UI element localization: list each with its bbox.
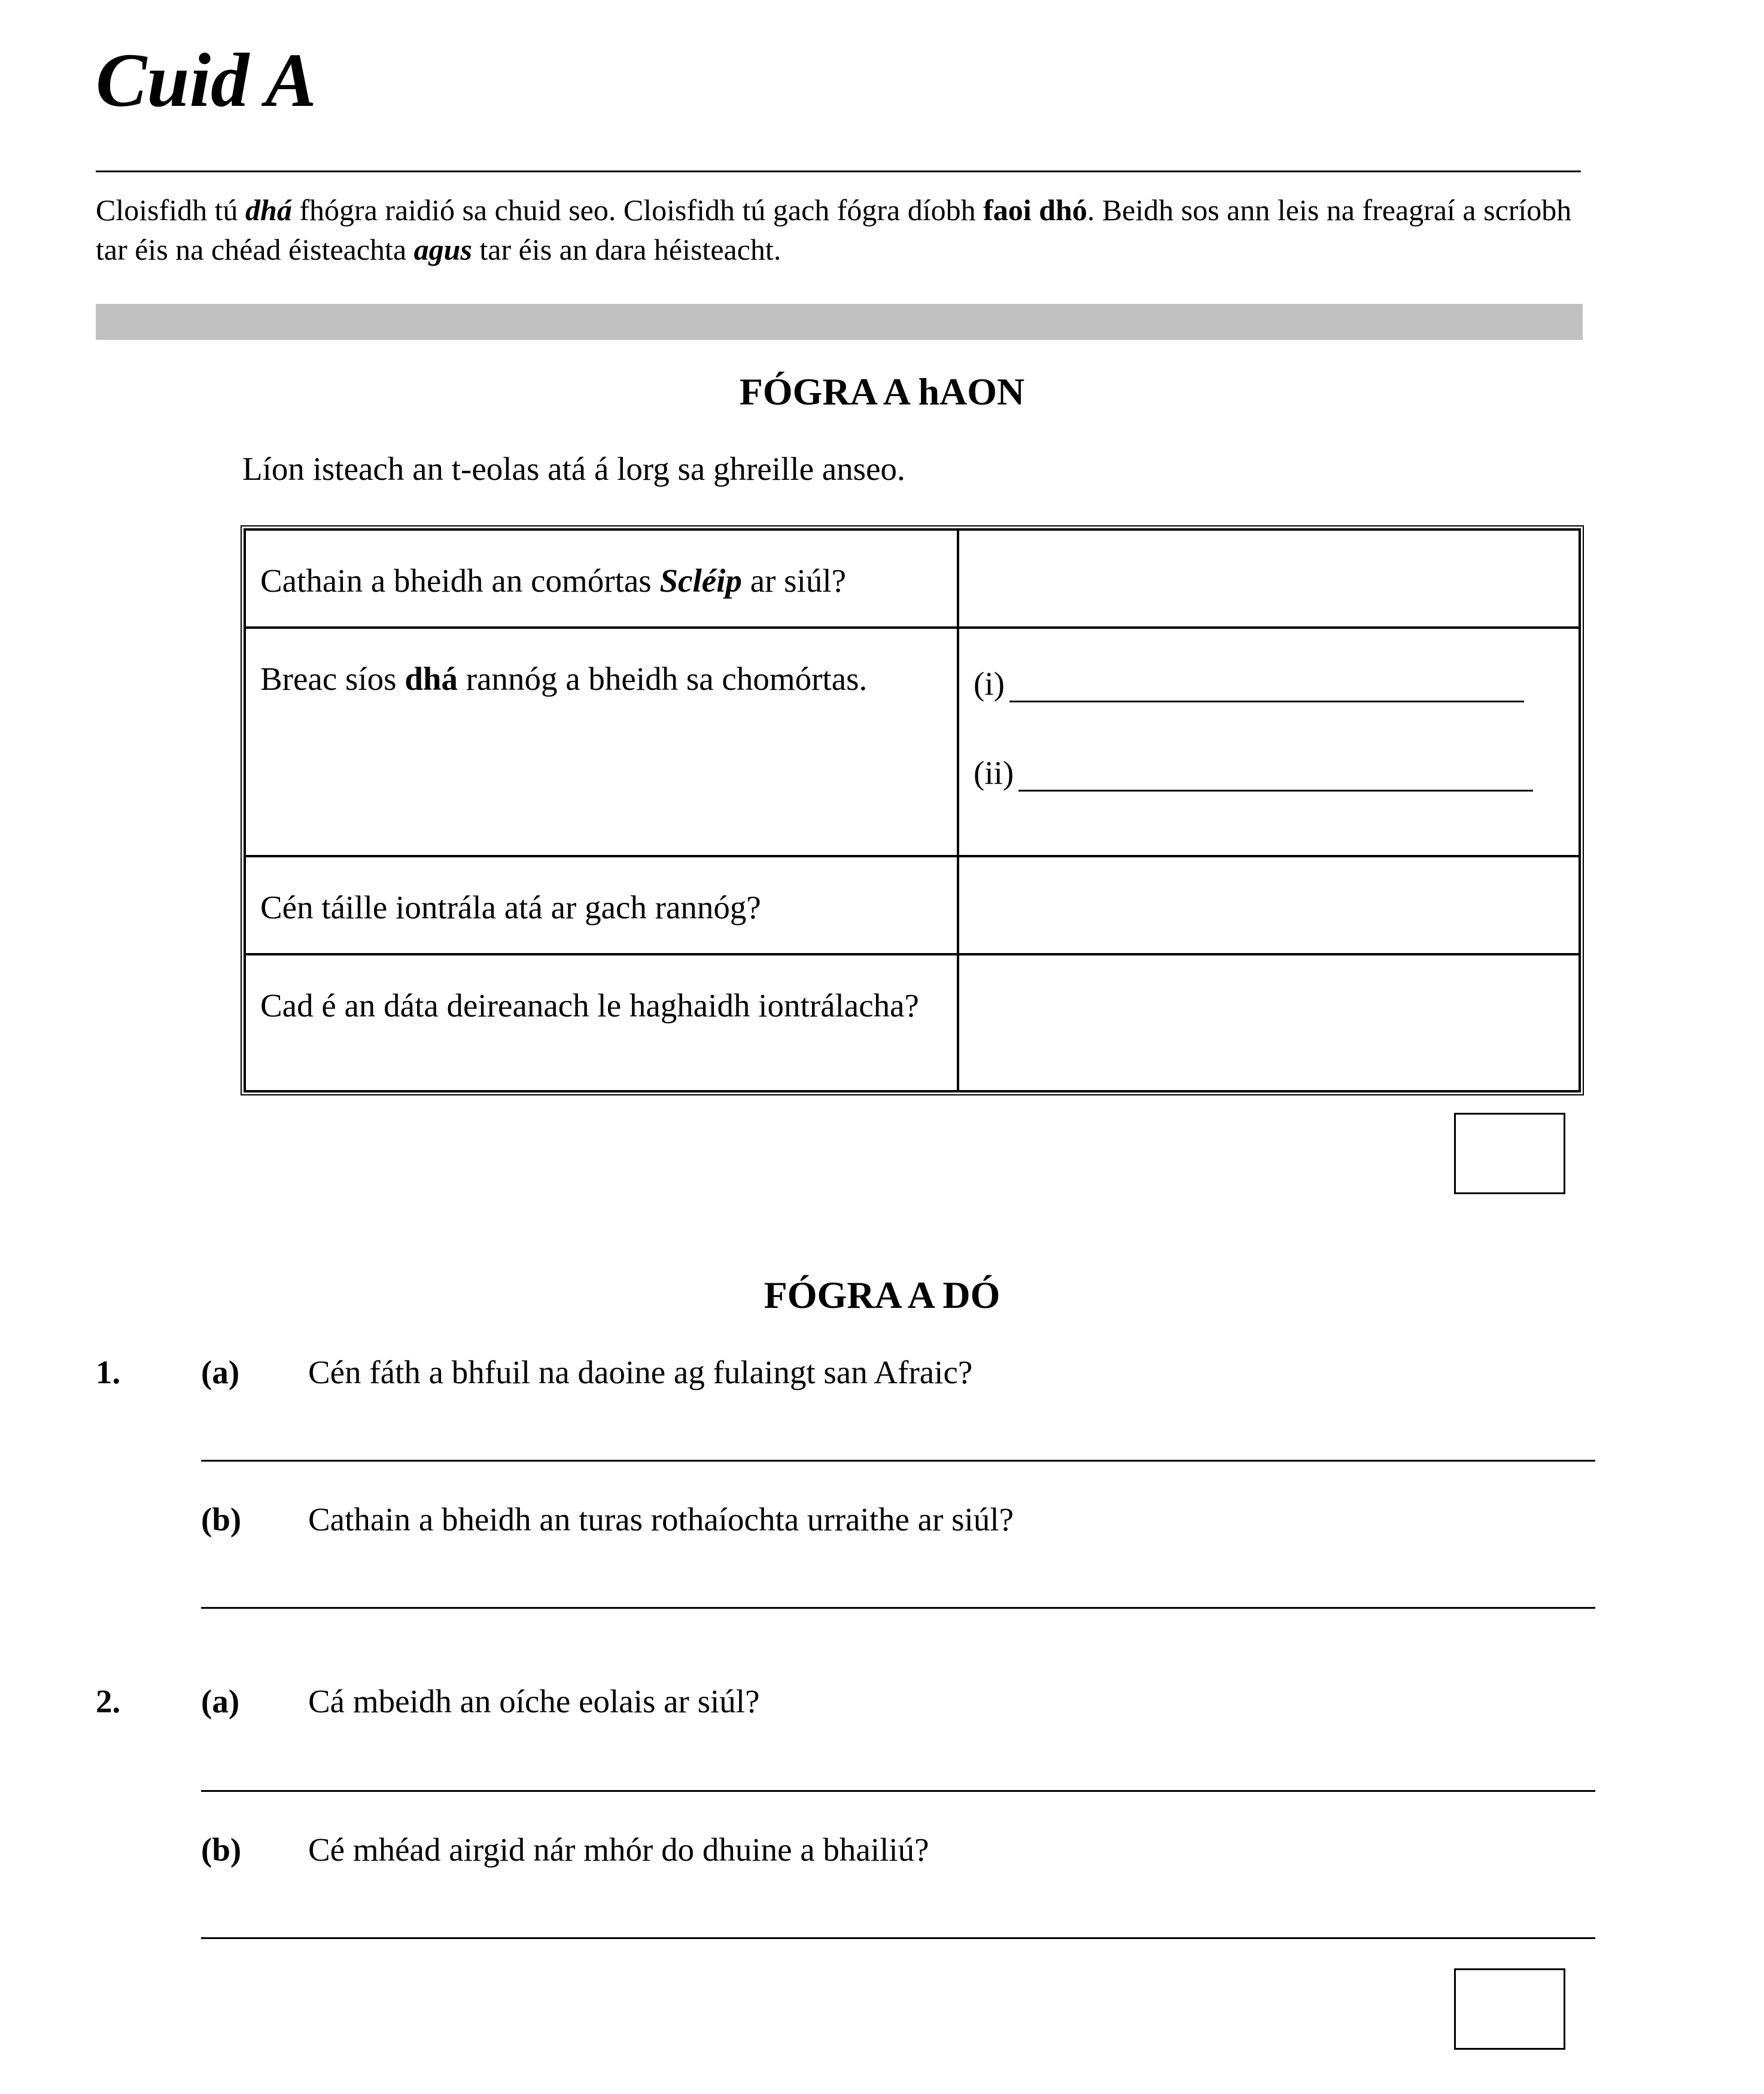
- answer-line[interactable]: [201, 1790, 1595, 1792]
- intro-emphasis-faoi-dho: faoi dhó: [983, 193, 1087, 227]
- section-title: Cuid A: [96, 38, 317, 123]
- grid-row-deadline: [245, 954, 1580, 1091]
- fogra2-heading: FÓGRA A DÓ: [764, 1274, 1000, 1316]
- intro-emphasis-agus: agus: [413, 233, 472, 266]
- grid-question: Cad é an dáta deireanach le haghaidh iontrálacha?: [245, 954, 958, 1091]
- grid-question: Cathain a bheidh an comórtas Scléip ar siúl?: [245, 529, 958, 628]
- grid-answer-cell[interactable]: [958, 856, 1580, 954]
- fogra1-answer-grid: [241, 525, 1584, 1095]
- answer-line[interactable]: [201, 1937, 1595, 1939]
- question-part-label: (a): [201, 1354, 240, 1390]
- marks-box-fogra2[interactable]: [1454, 1968, 1565, 2050]
- grid-answer-cell[interactable]: [958, 529, 1580, 628]
- grid-row-fee: [245, 856, 1580, 954]
- grid-answer-cell[interactable]: [958, 954, 1580, 1091]
- answer-line[interactable]: [201, 1460, 1595, 1462]
- question-text: Cén fáth a bhfuil na daoine ag fulaingt san Afraic?: [308, 1354, 973, 1390]
- question-number: 2.: [96, 1683, 121, 1719]
- grid-row-sections: [245, 628, 1580, 856]
- grid-row-date: [245, 529, 1580, 628]
- question-text: Cé mhéad airgid nár mhór do dhuine a bhailiú?: [308, 1831, 929, 1868]
- fogra1-heading: FÓGRA A hAON: [739, 370, 1025, 413]
- grid-question: Breac síos dhá rannóg a bheidh sa chomórtas.: [245, 628, 958, 856]
- intro-emphasis-dha: dhá: [245, 193, 292, 227]
- question-number: 1.: [96, 1354, 121, 1390]
- question-text: Cathain a bheidh an turas rothaíochta urraithe ar siúl?: [308, 1501, 1014, 1538]
- question-part-label: (b): [201, 1501, 242, 1538]
- marks-box-fogra1[interactable]: [1454, 1113, 1565, 1194]
- question-part-label: (b): [201, 1831, 242, 1868]
- question-text: Cá mbeidh an oíche eolais ar siúl?: [308, 1683, 760, 1719]
- grid-question: Cén táille iontrála atá ar gach rannóg?: [245, 856, 958, 954]
- answer-line-i[interactable]: (i): [974, 665, 1564, 702]
- answer-line[interactable]: [201, 1607, 1595, 1609]
- section-divider-bar: [96, 304, 1583, 340]
- grid-answer-cell[interactable]: [958, 628, 1580, 856]
- title-divider: [96, 171, 1581, 172]
- answer-line-ii[interactable]: (ii): [974, 754, 1564, 792]
- fogra1-instruction: Líon isteach an t-eolas atá á lorg sa ghreille anseo.: [242, 451, 905, 487]
- question-part-label: (a): [201, 1683, 240, 1719]
- intro-paragraph: Cloisfidh tú dhá fhógra raidió sa chuid seo. Cloisfidh tú gach fógra díobh faoi dhó. Beidh sos ann leis na freagraí a scríobh tar éis na chéad éisteachta agus tar éis an dara héisteacht.: [96, 193, 1572, 266]
